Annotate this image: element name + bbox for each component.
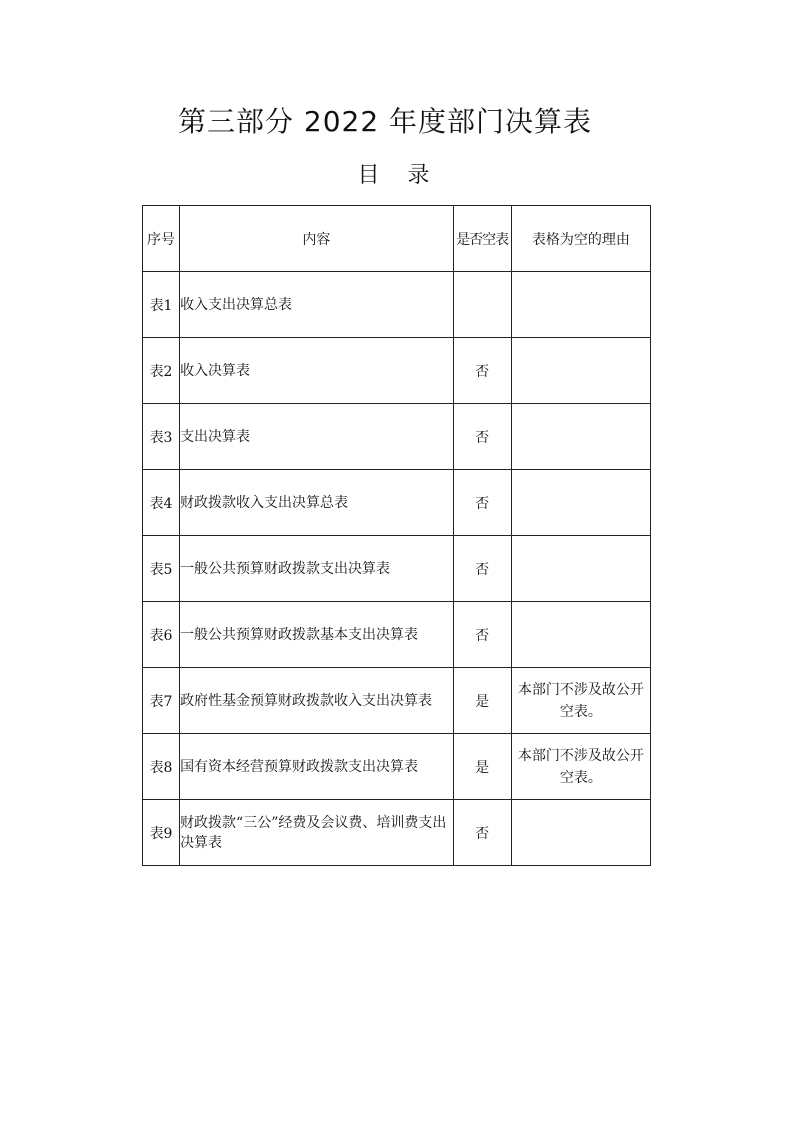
row-is-empty: 否 (453, 338, 511, 404)
row-is-empty: 否 (453, 800, 511, 866)
header-content: 内容 (180, 206, 454, 272)
row-content: 一般公共预算财政拨款基本支出决算表 (180, 602, 454, 668)
row-no: 表4 (143, 470, 180, 536)
table-row (143, 338, 651, 404)
row-is-empty: 否 (453, 404, 511, 470)
row-no: 表6 (143, 602, 180, 668)
header-reason: 表格为空的理由 (511, 206, 650, 272)
header-is-empty: 是否空表 (453, 206, 511, 272)
table-header-row (143, 206, 651, 272)
row-no: 表7 (143, 668, 180, 734)
row-content: 国有资本经营预算财政拨款支出决算表 (180, 734, 454, 800)
row-reason (511, 272, 650, 338)
toc-heading: 目录 (357, 163, 458, 188)
row-content: 财政拨款“三公”经费及会议费、培训费支出决算表 (180, 800, 454, 866)
table-row (143, 272, 651, 338)
header-no: 序号 (143, 206, 180, 272)
row-is-empty: 是 (453, 668, 511, 734)
table-row (143, 470, 651, 536)
row-reason (511, 536, 650, 602)
row-reason (511, 602, 650, 668)
row-content: 收入支出决算总表 (180, 272, 454, 338)
row-content: 一般公共预算财政拨款支出决算表 (180, 536, 454, 602)
row-content: 财政拨款收入支出决算总表 (180, 470, 454, 536)
row-reason: 本部门不涉及故公开空表。 (511, 668, 650, 734)
table-row (143, 800, 651, 866)
row-no: 表2 (143, 338, 180, 404)
row-content: 收入决算表 (180, 338, 454, 404)
table-row (143, 536, 651, 602)
row-reason (511, 800, 650, 866)
row-is-empty: 是 (453, 734, 511, 800)
page-title: 第三部分 2022 年度部门决算表 (178, 105, 593, 138)
row-reason (511, 338, 650, 404)
toc-table (142, 205, 651, 866)
row-is-empty: 否 (453, 536, 511, 602)
row-is-empty: 否 (453, 470, 511, 536)
table-row (143, 404, 651, 470)
row-no: 表9 (143, 800, 180, 866)
row-is-empty (453, 272, 511, 338)
row-content: 政府性基金预算财政拨款收入支出决算表 (180, 668, 454, 734)
row-no: 表8 (143, 734, 180, 800)
row-is-empty: 否 (453, 602, 511, 668)
table-row (143, 602, 651, 668)
row-reason: 本部门不涉及故公开空表。 (511, 734, 650, 800)
row-no: 表1 (143, 272, 180, 338)
row-content: 支出决算表 (180, 404, 454, 470)
row-reason (511, 404, 650, 470)
row-no: 表5 (143, 536, 180, 602)
row-reason (511, 470, 650, 536)
row-no: 表3 (143, 404, 180, 470)
table-row (143, 734, 651, 800)
table-row (143, 668, 651, 734)
